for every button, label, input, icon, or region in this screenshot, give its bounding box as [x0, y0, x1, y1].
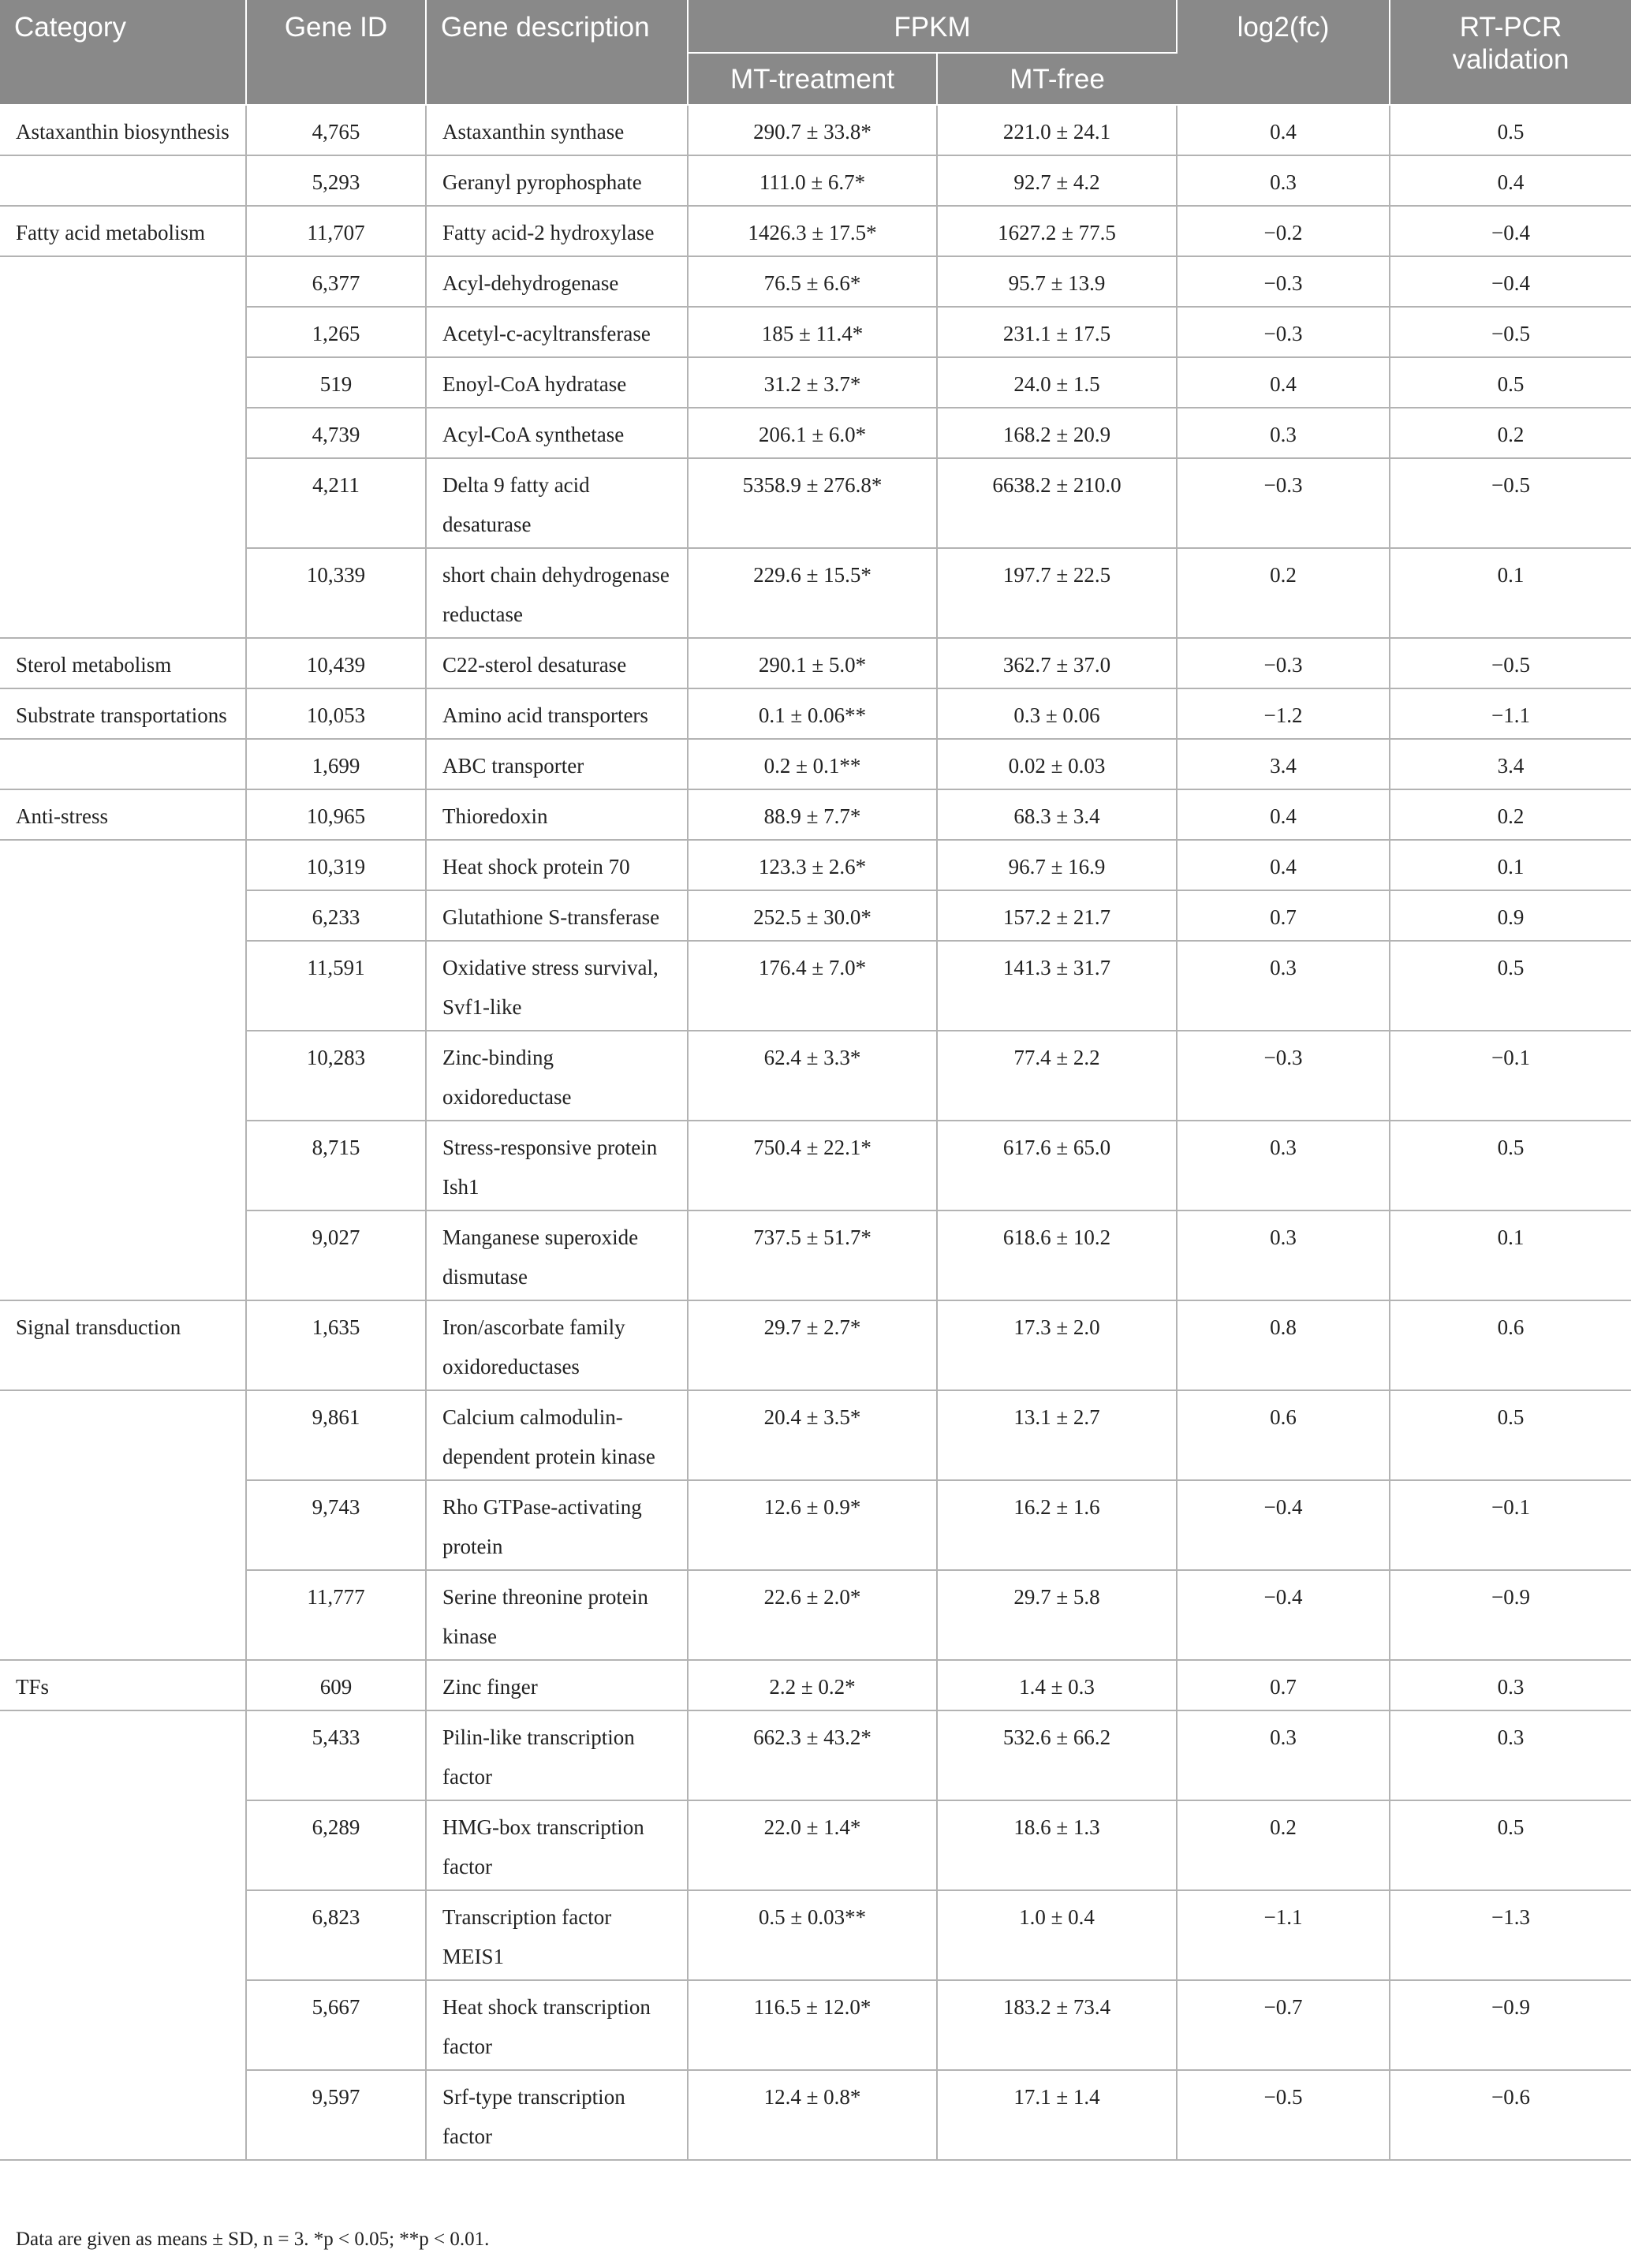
gene-id-cell: 609: [246, 1660, 426, 1710]
header-rtpcr-validation: RT-PCR validation: [1390, 0, 1631, 105]
header-fpkm: FPKM: [688, 0, 1177, 53]
category-cell: [0, 1800, 246, 1890]
log2fc-cell: 0.3: [1177, 1121, 1390, 1210]
gene-description-cell: Manganese superoxide dismutase: [426, 1210, 688, 1300]
category-cell: [0, 941, 246, 1031]
rtpcr-cell: 0.5: [1390, 1800, 1631, 1890]
category-cell: Sterol metabolism: [0, 638, 246, 688]
gene-description-cell: Delta 9 fatty acid desaturase: [426, 458, 688, 548]
mt-free-cell: 168.2 ± 20.9: [937, 408, 1177, 458]
mt-free-cell: 68.3 ± 3.4: [937, 789, 1177, 840]
gene-description-cell: Transcription factor MEIS1: [426, 1890, 688, 1980]
gene-description-cell: HMG-box transcription factor: [426, 1800, 688, 1890]
rtpcr-cell: −0.4: [1390, 206, 1631, 256]
rtpcr-cell: −1.1: [1390, 688, 1631, 739]
gene-description-cell: Serine threonine protein kinase: [426, 1570, 688, 1660]
mt-treatment-cell: 76.5 ± 6.6*: [688, 256, 937, 307]
rtpcr-cell: 0.1: [1390, 548, 1631, 638]
gene-id-cell: 6,289: [246, 1800, 426, 1890]
log2fc-cell: −0.4: [1177, 1570, 1390, 1660]
log2fc-cell: −0.3: [1177, 458, 1390, 548]
mt-treatment-cell: 229.6 ± 15.5*: [688, 548, 937, 638]
mt-free-cell: 0.02 ± 0.03: [937, 739, 1177, 789]
mt-treatment-cell: 31.2 ± 3.7*: [688, 357, 937, 408]
gene-id-cell: 1,635: [246, 1300, 426, 1390]
gene-description-cell: Calcium calmodulin-dependent protein kinase: [426, 1390, 688, 1480]
rtpcr-cell: 0.5: [1390, 1121, 1631, 1210]
mt-treatment-cell: 0.1 ± 0.06**: [688, 688, 937, 739]
mt-free-cell: 183.2 ± 73.4: [937, 1980, 1177, 2070]
gene-description-cell: Thioredoxin: [426, 789, 688, 840]
mt-free-cell: 6638.2 ± 210.0: [937, 458, 1177, 548]
mt-treatment-cell: 185 ± 11.4*: [688, 307, 937, 357]
table-row: [0, 548, 1631, 638]
category-cell: Fatty acid metabolism: [0, 206, 246, 256]
table-row: [0, 1031, 1631, 1121]
log2fc-cell: −0.3: [1177, 1031, 1390, 1121]
table-row: [0, 941, 1631, 1031]
gene-id-cell: 6,377: [246, 256, 426, 307]
category-cell: [0, 548, 246, 638]
rtpcr-cell: 0.5: [1390, 1390, 1631, 1480]
rtpcr-cell: 0.1: [1390, 840, 1631, 890]
gene-description-cell: Geranyl pyrophosphate: [426, 155, 688, 206]
gene-description-cell: C22-sterol desaturase: [426, 638, 688, 688]
mt-free-cell: 16.2 ± 1.6: [937, 1480, 1177, 1570]
table-row: [0, 1980, 1631, 2070]
table-row: [0, 789, 1631, 840]
rtpcr-cell: −0.5: [1390, 307, 1631, 357]
category-cell: Astaxanthin biosynthesis: [0, 105, 246, 155]
rtpcr-cell: 0.5: [1390, 941, 1631, 1031]
rtpcr-cell: −0.9: [1390, 1980, 1631, 2070]
mt-treatment-cell: 111.0 ± 6.7*: [688, 155, 937, 206]
gene-id-cell: 8,715: [246, 1121, 426, 1210]
table-footnote: Data are given as means ± SD, n = 3. *p < 0.05; **p < 0.01.: [16, 2229, 490, 2250]
rtpcr-cell: 0.5: [1390, 105, 1631, 155]
category-cell: TFs: [0, 1660, 246, 1710]
table-row: [0, 840, 1631, 890]
table-row: [0, 890, 1631, 941]
category-cell: Signal transduction: [0, 1300, 246, 1390]
gene-description-cell: Srf-type transcription factor: [426, 2070, 688, 2160]
mt-free-cell: 141.3 ± 31.7: [937, 941, 1177, 1031]
table-row: [0, 458, 1631, 548]
table-row: [0, 1570, 1631, 1660]
rtpcr-cell: 0.2: [1390, 789, 1631, 840]
gene-id-cell: 10,053: [246, 688, 426, 739]
table-row: [0, 1800, 1631, 1890]
gene-id-cell: 10,965: [246, 789, 426, 840]
rtpcr-cell: 0.3: [1390, 1660, 1631, 1710]
table-row: [0, 1121, 1631, 1210]
mt-free-cell: 1.4 ± 0.3: [937, 1660, 1177, 1710]
category-cell: [0, 1121, 246, 1210]
rtpcr-cell: 0.9: [1390, 890, 1631, 941]
mt-treatment-cell: 0.2 ± 0.1**: [688, 739, 937, 789]
mt-treatment-cell: 750.4 ± 22.1*: [688, 1121, 937, 1210]
gene-id-cell: 4,765: [246, 105, 426, 155]
gene-id-cell: 11,591: [246, 941, 426, 1031]
gene-description-cell: Acyl-CoA synthetase: [426, 408, 688, 458]
mt-treatment-cell: 1426.3 ± 17.5*: [688, 206, 937, 256]
log2fc-cell: 0.3: [1177, 941, 1390, 1031]
rtpcr-cell: −0.5: [1390, 458, 1631, 548]
category-cell: [0, 408, 246, 458]
category-cell: [0, 2070, 246, 2160]
mt-treatment-cell: 20.4 ± 3.5*: [688, 1390, 937, 1480]
gene-description-cell: Enoyl-CoA hydratase: [426, 357, 688, 408]
mt-free-cell: 92.7 ± 4.2: [937, 155, 1177, 206]
category-cell: [0, 840, 246, 890]
rtpcr-cell: 0.1: [1390, 1210, 1631, 1300]
log2fc-cell: 0.3: [1177, 155, 1390, 206]
mt-treatment-cell: 176.4 ± 7.0*: [688, 941, 937, 1031]
gene-description-cell: Astaxanthin synthase: [426, 105, 688, 155]
mt-free-cell: 24.0 ± 1.5: [937, 357, 1177, 408]
header-category: Category: [0, 0, 246, 105]
table-row: [0, 2070, 1631, 2160]
log2fc-cell: −0.4: [1177, 1480, 1390, 1570]
gene-description-cell: Stress-responsive protein Ish1: [426, 1121, 688, 1210]
mt-treatment-cell: 290.1 ± 5.0*: [688, 638, 937, 688]
mt-free-cell: 1627.2 ± 77.5: [937, 206, 1177, 256]
category-cell: [0, 1210, 246, 1300]
mt-free-cell: 617.6 ± 65.0: [937, 1121, 1177, 1210]
mt-free-cell: 17.3 ± 2.0: [937, 1300, 1177, 1390]
gene-description-cell: Fatty acid-2 hydroxylase: [426, 206, 688, 256]
gene-description-cell: Glutathione S-transferase: [426, 890, 688, 941]
mt-treatment-cell: 22.0 ± 1.4*: [688, 1800, 937, 1890]
mt-treatment-cell: 5358.9 ± 276.8*: [688, 458, 937, 548]
rtpcr-cell: −0.4: [1390, 256, 1631, 307]
header-gene-id: Gene ID: [246, 0, 426, 105]
table-row: [0, 1480, 1631, 1570]
mt-treatment-cell: 737.5 ± 51.7*: [688, 1210, 937, 1300]
header-mt-free: MT-free: [937, 53, 1177, 105]
log2fc-cell: 0.7: [1177, 890, 1390, 941]
rtpcr-cell: 0.5: [1390, 357, 1631, 408]
mt-free-cell: 29.7 ± 5.8: [937, 1570, 1177, 1660]
mt-free-cell: 0.3 ± 0.06: [937, 688, 1177, 739]
mt-treatment-cell: 290.7 ± 33.8*: [688, 105, 937, 155]
gene-description-cell: short chain dehydrogenase reductase: [426, 548, 688, 638]
table-row: [0, 739, 1631, 789]
gene-description-cell: Rho GTPase-activating protein: [426, 1480, 688, 1570]
rtpcr-cell: 0.2: [1390, 408, 1631, 458]
table-body: [0, 105, 1631, 2160]
table-row: [0, 357, 1631, 408]
log2fc-cell: 0.6: [1177, 1390, 1390, 1480]
log2fc-cell: 0.4: [1177, 105, 1390, 155]
gene-description-cell: Iron/ascorbate family oxidoreductases: [426, 1300, 688, 1390]
header-log2fc: log2(fc): [1177, 0, 1390, 105]
table-row: [0, 206, 1631, 256]
log2fc-cell: −1.1: [1177, 1890, 1390, 1980]
category-cell: [0, 1480, 246, 1570]
log2fc-cell: −0.3: [1177, 307, 1390, 357]
category-cell: [0, 155, 246, 206]
gene-id-cell: 6,233: [246, 890, 426, 941]
gene-id-cell: 1,699: [246, 739, 426, 789]
gene-id-cell: 519: [246, 357, 426, 408]
rtpcr-cell: −1.3: [1390, 1890, 1631, 1980]
table-row: [0, 638, 1631, 688]
mt-free-cell: 532.6 ± 66.2: [937, 1710, 1177, 1800]
gene-id-cell: 5,667: [246, 1980, 426, 2070]
mt-treatment-cell: 29.7 ± 2.7*: [688, 1300, 937, 1390]
category-cell: [0, 1890, 246, 1980]
gene-id-cell: 11,777: [246, 1570, 426, 1660]
category-cell: Substrate transportations: [0, 688, 246, 739]
table-row: [0, 408, 1631, 458]
table-row: [0, 155, 1631, 206]
log2fc-cell: 0.3: [1177, 1710, 1390, 1800]
log2fc-cell: 0.3: [1177, 1210, 1390, 1300]
log2fc-cell: −0.3: [1177, 638, 1390, 688]
category-cell: [0, 256, 246, 307]
rtpcr-cell: 3.4: [1390, 739, 1631, 789]
mt-treatment-cell: 662.3 ± 43.2*: [688, 1710, 937, 1800]
log2fc-cell: 0.7: [1177, 1660, 1390, 1710]
table-row: [0, 256, 1631, 307]
category-cell: Anti-stress: [0, 789, 246, 840]
rtpcr-cell: 0.4: [1390, 155, 1631, 206]
category-cell: [0, 890, 246, 941]
log2fc-cell: −1.2: [1177, 688, 1390, 739]
gene-description-cell: Zinc-binding oxidoreductase: [426, 1031, 688, 1121]
rtpcr-cell: −0.6: [1390, 2070, 1631, 2160]
category-cell: [0, 307, 246, 357]
gene-id-cell: 11,707: [246, 206, 426, 256]
gene-description-cell: Oxidative stress survival, Svf1-like: [426, 941, 688, 1031]
gene-description-cell: Acetyl-c-acyltransferase: [426, 307, 688, 357]
category-cell: [0, 739, 246, 789]
log2fc-cell: 0.4: [1177, 789, 1390, 840]
rtpcr-cell: −0.9: [1390, 1570, 1631, 1660]
gene-id-cell: 9,597: [246, 2070, 426, 2160]
table-row: [0, 1390, 1631, 1480]
rtpcr-cell: −0.1: [1390, 1480, 1631, 1570]
gene-description-cell: Amino acid transporters: [426, 688, 688, 739]
gene-id-cell: 5,293: [246, 155, 426, 206]
gene-description-cell: ABC transporter: [426, 739, 688, 789]
mt-free-cell: 157.2 ± 21.7: [937, 890, 1177, 941]
header-mt-treatment: MT-treatment: [688, 53, 937, 105]
table-row: [0, 1710, 1631, 1800]
gene-description-cell: Heat shock transcription factor: [426, 1980, 688, 2070]
gene-id-cell: 10,439: [246, 638, 426, 688]
mt-free-cell: 221.0 ± 24.1: [937, 105, 1177, 155]
log2fc-cell: 3.4: [1177, 739, 1390, 789]
mt-treatment-cell: 12.6 ± 0.9*: [688, 1480, 937, 1570]
gene-description-cell: Zinc finger: [426, 1660, 688, 1710]
mt-treatment-cell: 62.4 ± 3.3*: [688, 1031, 937, 1121]
mt-free-cell: 197.7 ± 22.5: [937, 548, 1177, 638]
mt-treatment-cell: 123.3 ± 2.6*: [688, 840, 937, 890]
category-cell: [0, 458, 246, 548]
log2fc-cell: 0.2: [1177, 548, 1390, 638]
mt-free-cell: 96.7 ± 16.9: [937, 840, 1177, 890]
mt-free-cell: 231.1 ± 17.5: [937, 307, 1177, 357]
mt-treatment-cell: 88.9 ± 7.7*: [688, 789, 937, 840]
log2fc-cell: 0.8: [1177, 1300, 1390, 1390]
gene-id-cell: 9,743: [246, 1480, 426, 1570]
table-row: [0, 1890, 1631, 1980]
mt-treatment-cell: 206.1 ± 6.0*: [688, 408, 937, 458]
mt-free-cell: 1.0 ± 0.4: [937, 1890, 1177, 1980]
mt-treatment-cell: 0.5 ± 0.03**: [688, 1890, 937, 1980]
gene-id-cell: 1,265: [246, 307, 426, 357]
mt-treatment-cell: 22.6 ± 2.0*: [688, 1570, 937, 1660]
log2fc-cell: 0.3: [1177, 408, 1390, 458]
gene-description-cell: Heat shock protein 70: [426, 840, 688, 890]
gene-id-cell: 10,339: [246, 548, 426, 638]
mt-free-cell: 77.4 ± 2.2: [937, 1031, 1177, 1121]
log2fc-cell: 0.2: [1177, 1800, 1390, 1890]
category-cell: [0, 1710, 246, 1800]
gene-id-cell: 9,027: [246, 1210, 426, 1300]
gene-description-cell: Acyl-dehydrogenase: [426, 256, 688, 307]
rtpcr-cell: 0.3: [1390, 1710, 1631, 1800]
log2fc-cell: 0.4: [1177, 840, 1390, 890]
rtpcr-cell: −0.1: [1390, 1031, 1631, 1121]
category-cell: [0, 1031, 246, 1121]
category-cell: [0, 1980, 246, 2070]
mt-free-cell: 618.6 ± 10.2: [937, 1210, 1177, 1300]
mt-free-cell: 17.1 ± 1.4: [937, 2070, 1177, 2160]
gene-id-cell: 10,283: [246, 1031, 426, 1121]
gene-id-cell: 6,823: [246, 1890, 426, 1980]
gene-id-cell: 10,319: [246, 840, 426, 890]
gene-id-cell: 4,739: [246, 408, 426, 458]
rtpcr-cell: 0.6: [1390, 1300, 1631, 1390]
rtpcr-cell: −0.5: [1390, 638, 1631, 688]
mt-free-cell: 362.7 ± 37.0: [937, 638, 1177, 688]
table-row: [0, 1660, 1631, 1710]
log2fc-cell: −0.7: [1177, 1980, 1390, 2070]
gene-id-cell: 5,433: [246, 1710, 426, 1800]
gene-description-cell: Pilin-like transcription factor: [426, 1710, 688, 1800]
table-row: [0, 688, 1631, 739]
mt-free-cell: 18.6 ± 1.3: [937, 1800, 1177, 1890]
category-cell: [0, 1570, 246, 1660]
table-row: [0, 105, 1631, 155]
table-row: [0, 1300, 1631, 1390]
log2fc-cell: −0.3: [1177, 256, 1390, 307]
mt-treatment-cell: 116.5 ± 12.0*: [688, 1980, 937, 2070]
mt-free-cell: 13.1 ± 2.7: [937, 1390, 1177, 1480]
table-row: [0, 1210, 1631, 1300]
mt-treatment-cell: 12.4 ± 0.8*: [688, 2070, 937, 2160]
mt-free-cell: 95.7 ± 13.9: [937, 256, 1177, 307]
category-cell: [0, 1390, 246, 1480]
category-cell: [0, 357, 246, 408]
gene-id-cell: 9,861: [246, 1390, 426, 1480]
mt-treatment-cell: 252.5 ± 30.0*: [688, 890, 937, 941]
log2fc-cell: −0.5: [1177, 2070, 1390, 2160]
header-gene-description: Gene description: [426, 0, 688, 105]
log2fc-cell: 0.4: [1177, 357, 1390, 408]
log2fc-cell: −0.2: [1177, 206, 1390, 256]
gene-id-cell: 4,211: [246, 458, 426, 548]
table-row: [0, 307, 1631, 357]
mt-treatment-cell: 2.2 ± 0.2*: [688, 1660, 937, 1710]
